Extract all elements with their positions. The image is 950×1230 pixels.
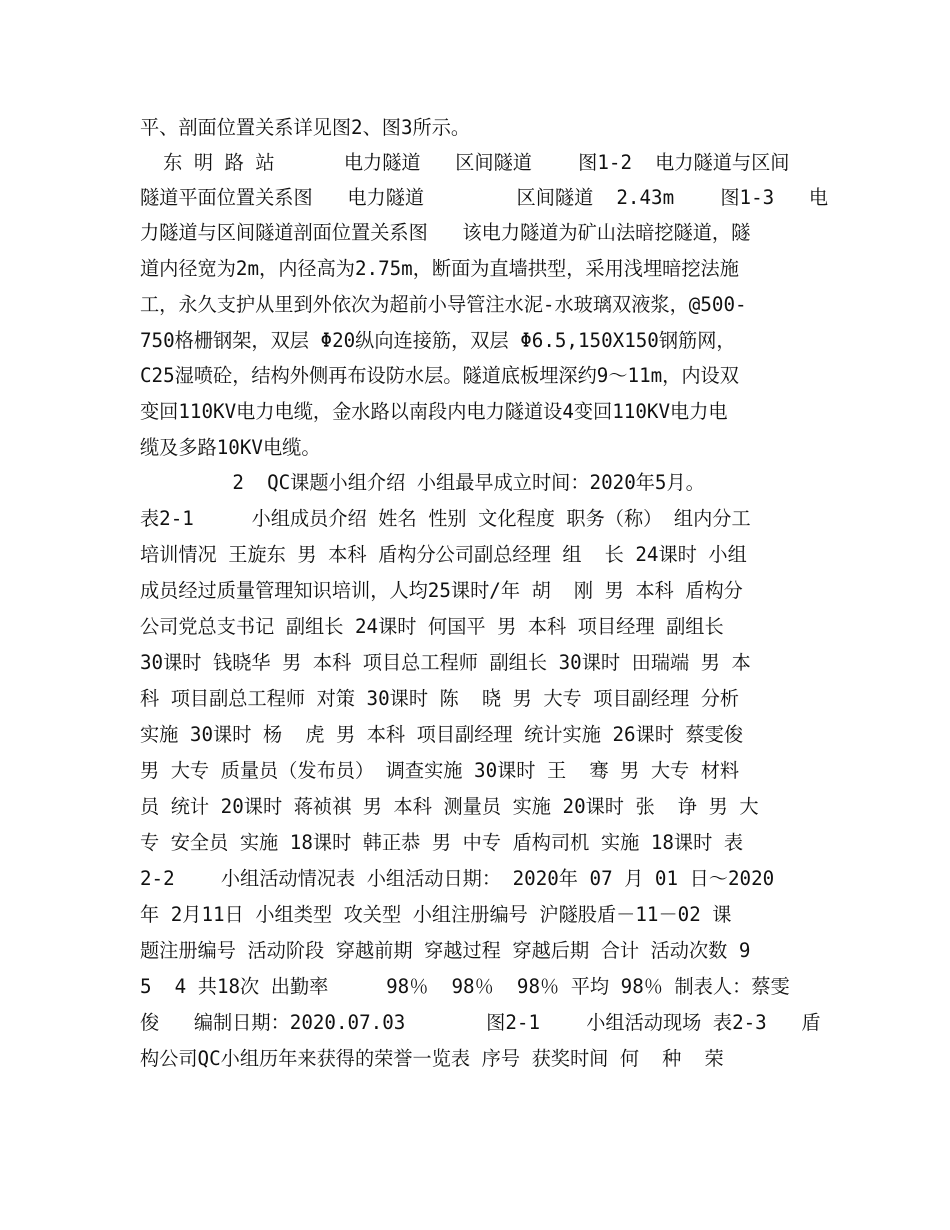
text-line: 科 项目副总工程师 对策 30课时 陈 晓 男 大专 项目副经理 分析 (140, 687, 740, 710)
text-line: 30课时 钱晓华 男 本科 项目总工程师 副组长 30课时 田瑞端 男 本 (140, 651, 751, 674)
text-line: 男 大专 质量员（发布员） 调查实施 30课时 王 骞 男 大专 材料 (140, 759, 740, 782)
text-line: C25湿喷砼，结构外侧再布设防水层。隧道底板埋深约9～11m，内设双 (140, 364, 739, 387)
text-line: 题注册编号 活动阶段 穿越前期 穿越过程 穿越后期 合计 活动次数 9 (140, 939, 751, 962)
text-line: 构公司QC小组历年来获得的荣誉一览表 序号 获奖时间 何 种 荣 (140, 1047, 724, 1070)
text-line: 表2-1 小组成员介绍 姓名 性别 文化程度 职务（称） 组内分工 (140, 507, 751, 530)
text-line: 成员经过质量管理知识培训，人均25课时/年 胡 刚 男 本科 盾构分 (140, 579, 743, 602)
text-line: 力隧道与区间隧道剖面位置关系图 该电力隧道为矿山法暗挖隧道，隧 (140, 221, 751, 244)
text-line: 员 统计 20课时 蒋祯祺 男 本科 测量员 实施 20课时 张 诤 男 大 (140, 795, 759, 818)
text-line: 专 安全员 实施 18课时 韩正恭 男 中专 盾构司机 实施 18课时 表 (140, 831, 744, 854)
text-line: 2-2 小组活动情况表 小组活动日期： 2020年 07 月 01 日～2020 (140, 867, 775, 890)
text-line: 东 明 路 站 电力隧道 区间隧道 图1-2 电力隧道与区间 (140, 151, 790, 174)
text-line: 工，永久支护从里到外依次为超前小导管注水泥-水玻璃双液浆，@500- (140, 293, 747, 316)
text-line: 俊 编制日期：2020.07.03 图2-1 小组活动现场 表2-3 盾 (140, 1011, 821, 1034)
text-line: 道内径宽为2m，内径高为2.75m，断面为直墙拱型，采用浅埋暗挖法施 (140, 257, 739, 280)
text-line: 年 2月11日 小组类型 攻关型 小组注册编号 沪隧股盾－11－02 课 (140, 903, 732, 926)
text-line: 5 4 共18次 出勤率 98％ 98％ 98％ 平均 98％ 制表人：蔡雯 (140, 975, 790, 998)
text-line: 公司党总支书记 副组长 24课时 何国平 男 本科 项目经理 副组长 (140, 615, 724, 638)
text-line: 平、剖面位置关系详见图2、图3所示。 (140, 116, 471, 139)
text-line: 750格栅钢架，双层 Φ20纵向连接筋，双层 Φ6.5,150X150钢筋网， (140, 329, 736, 352)
text-line: 缆及多路10KV电缆。 (140, 436, 321, 459)
text-line: 实施 30课时 杨 虎 男 本科 项目副经理 统计实施 26课时 蔡雯俊 (140, 723, 744, 746)
text-line: 隧道平面位置关系图 电力隧道 区间隧道 2.43m 图1-3 电 (140, 186, 829, 209)
section-heading: 2 QC课题小组介绍 小组最早成立时间：2020年5月。 (140, 471, 705, 494)
text-line: 培训情况 王旋东 男 本科 盾构分公司副总经理 组 长 24课时 小组 (140, 543, 747, 566)
text-line: 变回110KV电力电缆，金水路以南段内电力隧道设4变回110KV电力电 (140, 400, 728, 423)
